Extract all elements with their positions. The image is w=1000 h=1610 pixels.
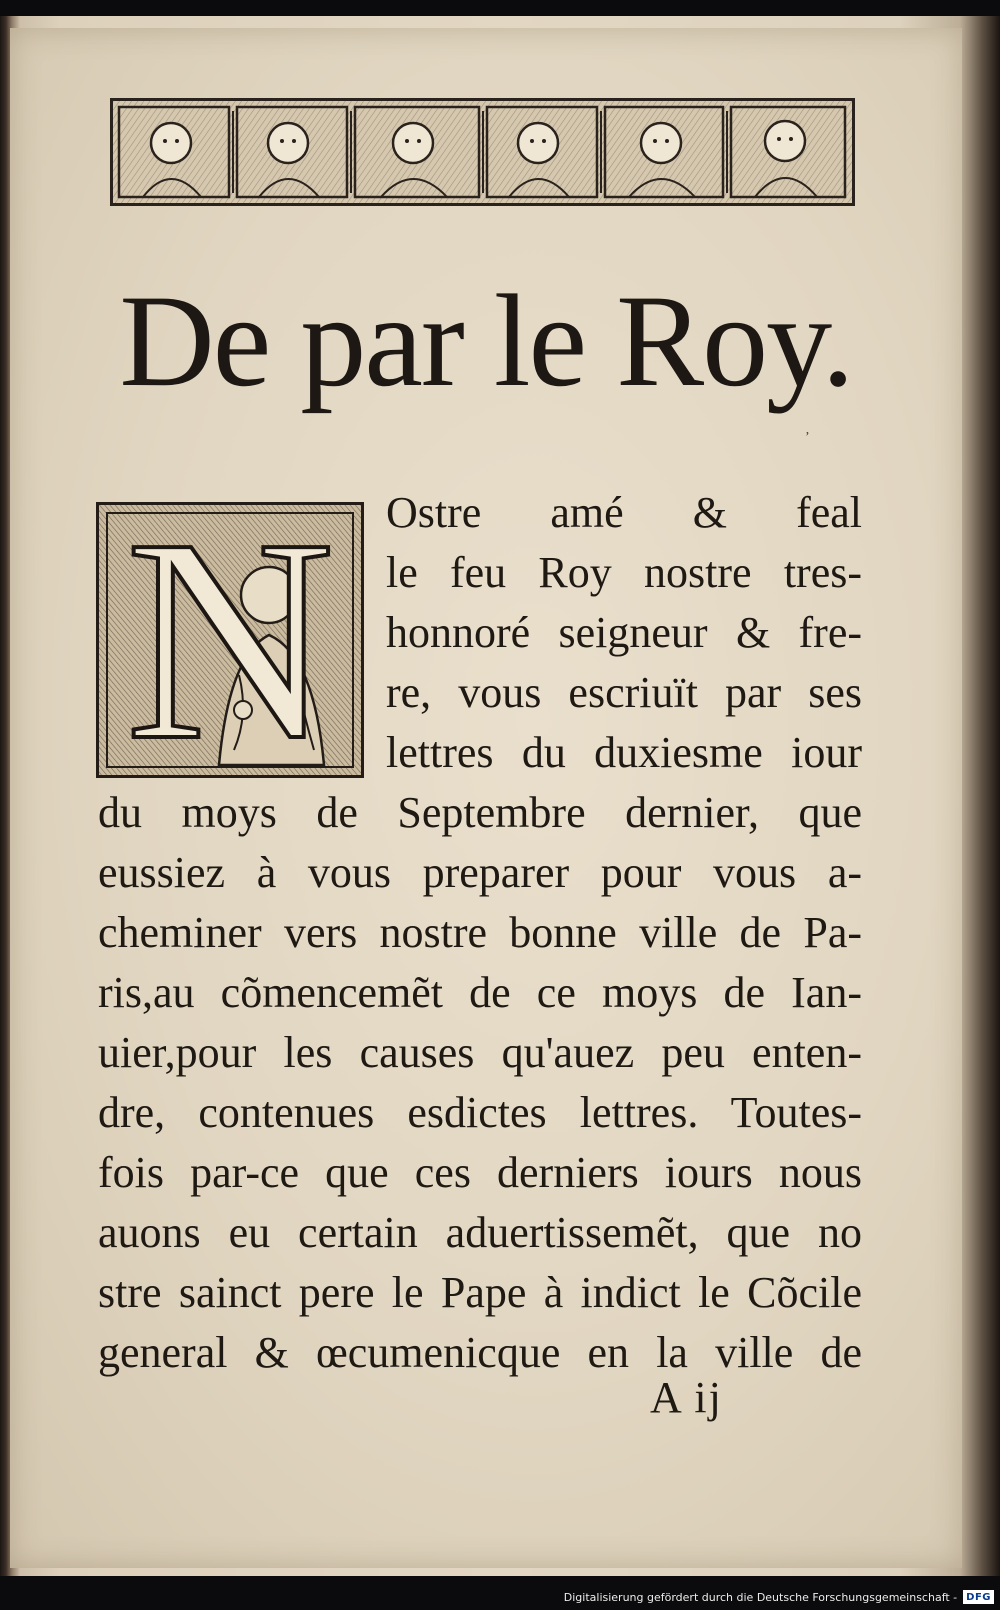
- body-line: lettres du duxiesme iour: [386, 728, 862, 777]
- body-line: stre sainct pere le Pape à indict le Cõcile: [98, 1268, 862, 1317]
- body-line: du moys de Septembre dernier, que: [98, 788, 862, 837]
- body-line: ris,au cõmencemẽt de ce moys de Ian-: [98, 968, 862, 1017]
- body-line: uier,pour les causes qu'auez peu enten-: [98, 1028, 862, 1077]
- body-line: le feu Roy nostre tres-: [386, 548, 862, 597]
- decorated-initial: [96, 502, 364, 778]
- digitization-credit: [564, 1586, 994, 1608]
- headband-ornament-icon: [113, 101, 852, 203]
- body-line: fois par-ce que ces derniers iours nous: [98, 1148, 862, 1197]
- book-page: [10, 28, 962, 1568]
- credit-text: Digitalisierung gefördert durch die Deutsche Forschungsgemeinschaft -: [563, 1590, 958, 1604]
- body-line: dre, contenues esdictes lettres. Toutes-: [98, 1088, 862, 1137]
- drop-cap-letter: N: [125, 502, 335, 778]
- ink-speck: ʼ: [805, 430, 810, 445]
- woodcut-headband: [110, 98, 855, 206]
- page-title: De par le Roy.: [119, 267, 853, 414]
- body-line: auons eu certain aduertissemẽt, que no: [98, 1208, 862, 1257]
- signature-mark: A ij: [650, 1373, 723, 1422]
- body-line: honnoré seigneur & fre-: [386, 608, 862, 657]
- body-line: cheminer vers nostre bonne ville de Pa-: [98, 908, 862, 957]
- dfg-logo: DFG: [963, 1590, 994, 1604]
- body-line: general & œcumenicque en la ville de: [98, 1328, 862, 1377]
- body-line: re, vous escriuït par ses: [386, 668, 862, 717]
- body-line: Ostre amé & feal: [386, 488, 862, 537]
- body-line: eussiez à vous preparer pour vous a-: [98, 848, 862, 897]
